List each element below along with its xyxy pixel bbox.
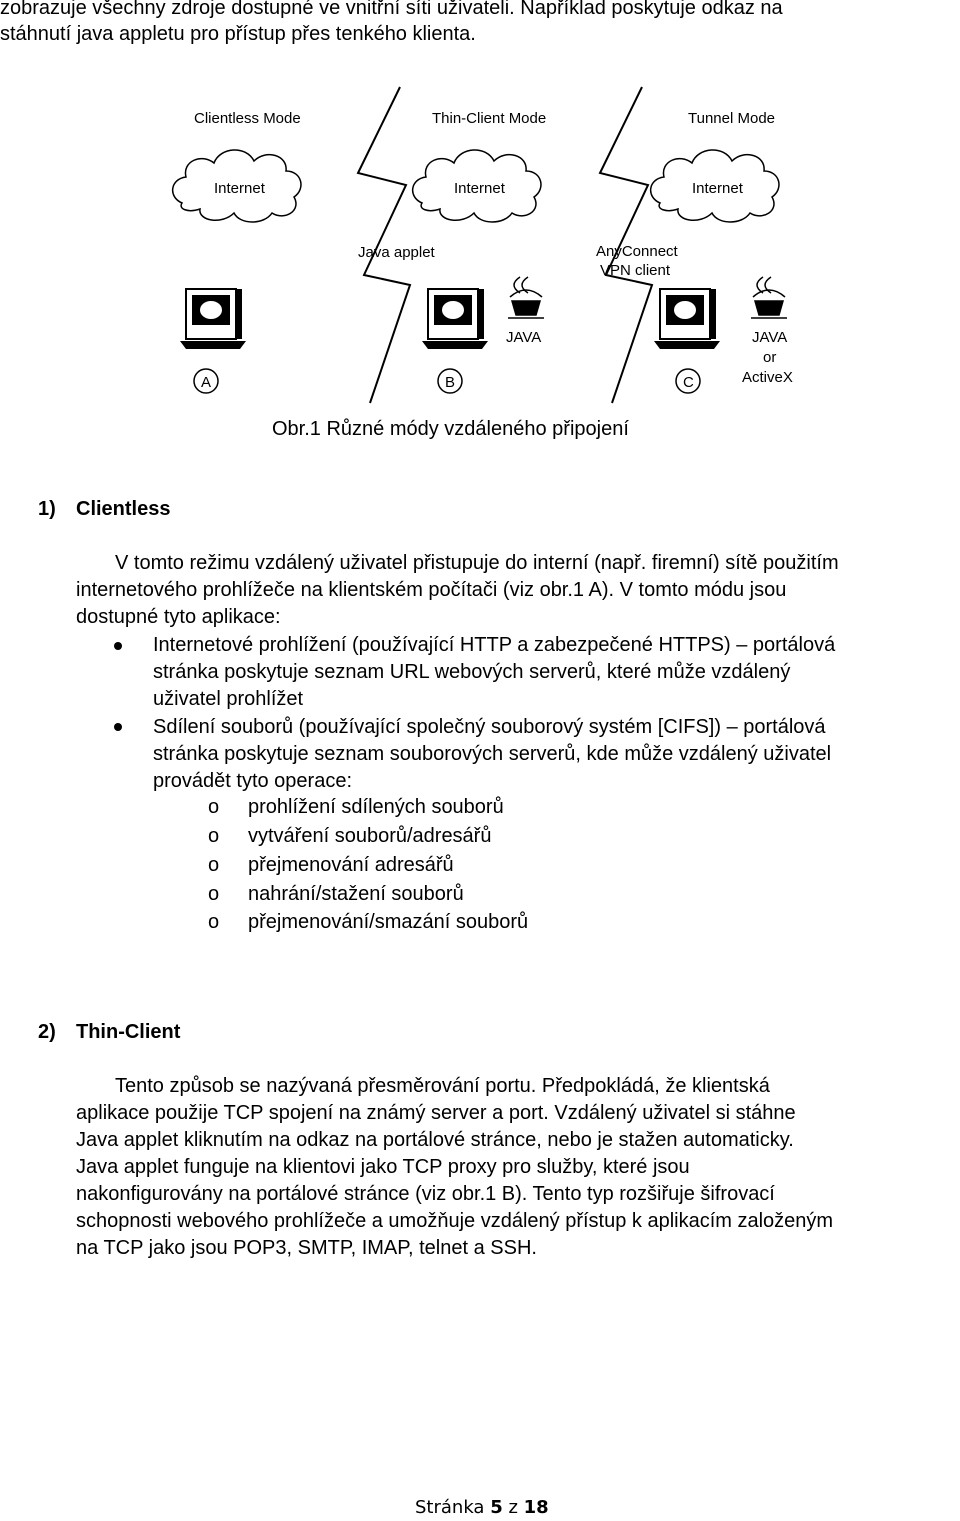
remote-access-modes-diagram [160, 85, 820, 405]
sub-item-marker: o [208, 911, 220, 933]
cloud-label-b: Internet [454, 180, 505, 197]
footer-page-total: 18 [523, 1497, 549, 1518]
bullet-2-line-1: Sdílení souborů (používající společný souborový systém [CIFS]) – portálová [153, 716, 826, 738]
section-heading-thin-client [38, 1021, 180, 1044]
sub-item-5: přejmenování/smazání souborů [248, 911, 529, 933]
intro-line-1: zobrazuje všechny zdroje dostupné ve vnitřní síti uživateli. Například poskytuje odkaz na [0, 0, 783, 19]
bullet-2-line-2: stránka poskytuje seznam souborových serverů, kde může vzdálený uživatel [153, 743, 832, 765]
section-number: 2) [38, 1021, 56, 1043]
figure-caption: Obr.1 Různé módy vzdáleného připojení [272, 418, 629, 440]
bullet-1-line-1: Internetové prohlížení (používající HTTP a zabezpečené HTTPS) – portálová [153, 634, 836, 656]
vpn-client-label: VPN client [600, 262, 671, 279]
section-heading-clientless [38, 498, 170, 521]
java-applet-label: Java applet [358, 244, 435, 261]
bullet-marker [114, 723, 122, 731]
letter-b: B [445, 374, 456, 391]
mode-title-tunnel: Tunnel Mode [688, 110, 775, 127]
page-footer [415, 1497, 549, 1518]
intro-line-2: stáhnutí java appletu pro přístup přes tenkého klienta. [0, 23, 476, 45]
footer-page-number: 5 [490, 1497, 503, 1518]
section2-para-line-3: Java applet kliknutím na odkaz na portálové stránce, nebo je stažen automaticky. [76, 1129, 794, 1151]
letter-a: A [201, 374, 212, 391]
section2-para-line-4: Java applet funguje na klientovi jako TCP proxy pro služby, které jsou [76, 1156, 690, 1178]
footer-mid: z [502, 1497, 524, 1518]
sub-item-marker: o [208, 883, 220, 905]
sub-item-2: vytváření souborů/adresářů [248, 825, 492, 847]
bullet-1-line-3: uživatel prohlížet [153, 688, 304, 710]
section2-para-line-5: nakonfigurovány na portálové stránce (viz obr.1 B). Tento typ rozšiřuje šifrovací [76, 1183, 775, 1205]
section2-para-line-7: na TCP jako jsou POP3, SMTP, IMAP, telnet a SSH. [76, 1237, 537, 1259]
sub-item-marker: o [208, 825, 220, 847]
sub-item-3: přejmenování adresářů [248, 854, 454, 876]
section-title: Clientless [76, 498, 171, 520]
cloud-label-a: Internet [214, 180, 265, 197]
section1-para-line-3: dostupné tyto aplikace: [76, 606, 281, 628]
sub-item-marker: o [208, 854, 220, 876]
sub-item-1: prohlížení sdílených souborů [248, 796, 504, 818]
cloud-label-c: Internet [692, 180, 743, 197]
sub-item-4: nahrání/stažení souborů [248, 883, 464, 905]
section-number: 1) [38, 498, 56, 520]
section2-para-line-1: Tento způsob se nazývaná přesměrování portu. Předpokládá, že klientská [115, 1075, 770, 1097]
java-label-c: JAVA [752, 329, 788, 346]
bullet-marker [114, 642, 122, 650]
bullet-2-line-3: provádět tyto operace: [153, 770, 353, 792]
sub-item-marker: o [208, 796, 220, 818]
anyconnect-label: AnyConnect [596, 243, 678, 260]
computer-icon-b [422, 289, 488, 349]
java-icon-c [751, 277, 787, 318]
mode-title-clientless: Clientless Mode [194, 110, 301, 127]
letter-c: C [683, 374, 694, 391]
section2-para-line-6: schopnosti webového prohlížeče a umožňuje vzdálený přístup k aplikacím založeným [76, 1210, 834, 1232]
or-label-c: or [763, 349, 777, 366]
section1-para-line-2: internetového prohlížeče na klientském počítači (viz obr.1 A). V tomto módu jsou [76, 579, 787, 601]
computer-icon-c [654, 289, 720, 349]
section-title: Thin-Client [76, 1021, 181, 1043]
bullet-1-line-2: stránka poskytuje seznam URL webových serverů, které může vzdálený [153, 661, 791, 683]
section1-para-line-1: V tomto režimu vzdálený uživatel přistupuje do interní (např. firemní) sítě použitím [115, 552, 839, 574]
java-icon-b [508, 277, 544, 318]
java-label-b: JAVA [506, 329, 542, 346]
footer-prefix: Stránka [415, 1497, 491, 1518]
activex-label-c: ActiveX [742, 369, 793, 386]
mode-title-thin-client: Thin-Client Mode [432, 110, 547, 127]
computer-icon-a [180, 289, 246, 349]
section2-para-line-2: aplikace použije TCP spojení na známý server a port. Vzdálený uživatel si stáhne [76, 1102, 796, 1124]
